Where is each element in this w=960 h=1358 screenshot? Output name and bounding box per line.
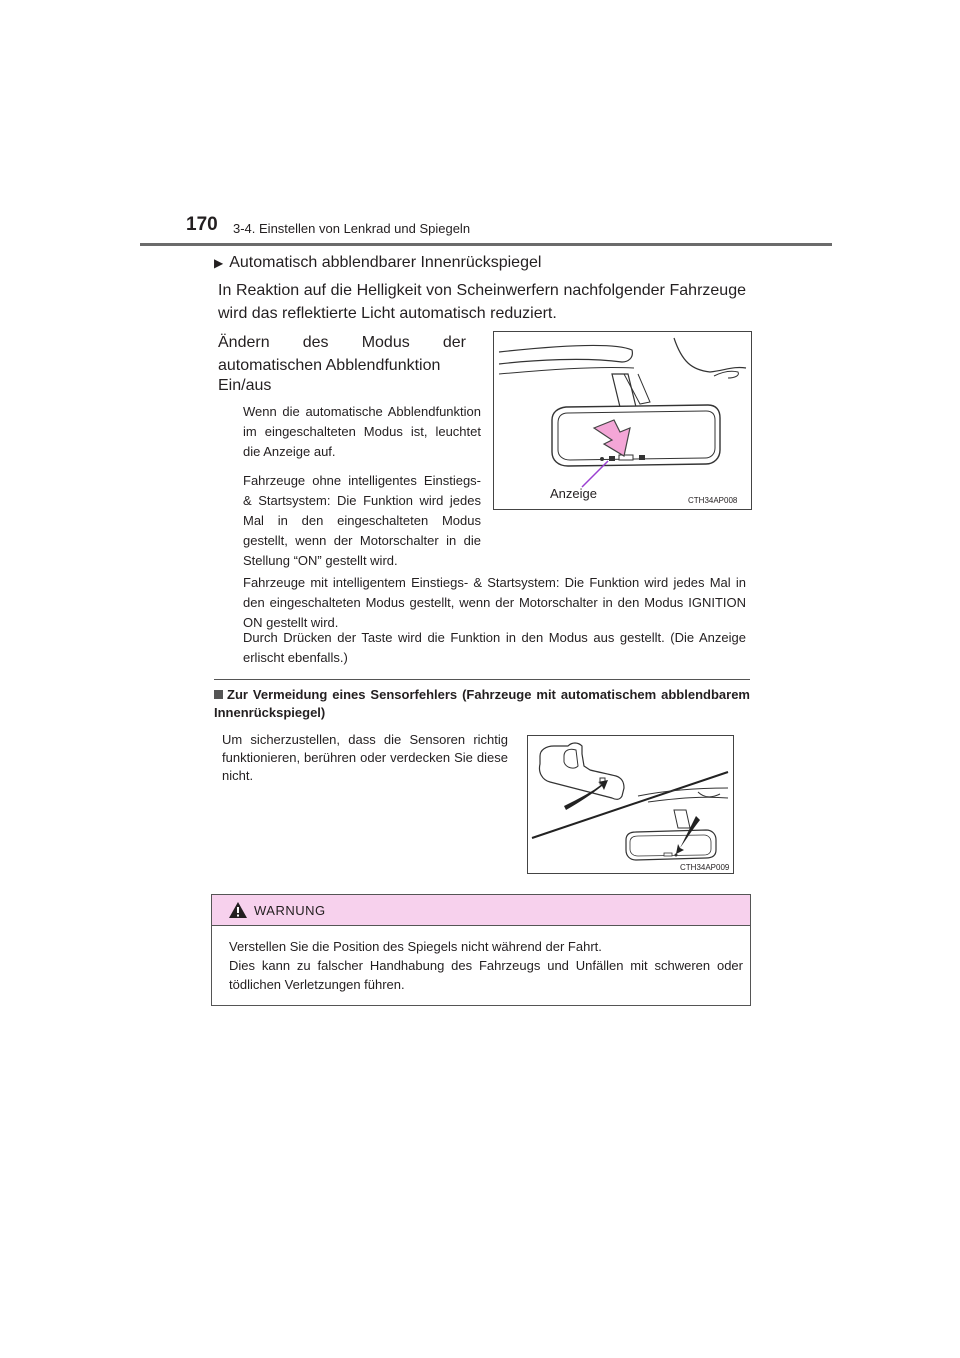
sensor-heading-text: Zur Vermeidung eines Sensorfehlers (Fahrzeuge mit automatischem abblendbarem Innenrückspiegel) <box>214 687 750 720</box>
sensor-heading <box>214 686 750 722</box>
figure-code: CTH34AP008 <box>688 496 738 505</box>
warning-triangle-icon <box>228 901 248 919</box>
figure-mirror-indicator <box>493 331 752 510</box>
paragraph-indicator: Wenn die automatische Abblendfunktion im eingeschalteten Modus ist, leuchtet die Anzeige auf. <box>243 404 481 459</box>
figure-sensor-locations <box>527 735 734 874</box>
warning-body <box>229 937 743 994</box>
indicator-label: Anzeige <box>550 486 597 501</box>
warning-line-1: Verstellen Sie die Position des Spiegels nicht während der Fahrt. <box>229 939 602 954</box>
warning-title: WARNUNG <box>254 903 326 918</box>
subsection-heading <box>214 254 541 272</box>
mode-title: Ändern des Modus der automatischen Abblendfunktion <box>218 334 466 374</box>
header-rule <box>140 243 832 246</box>
paragraph-button: Durch Drücken der Taste wird die Funktion in den Modus aus gestellt. (Die Anzeige erlischt ebenfalls.) <box>243 630 746 665</box>
paragraph-no-smart-key: Fahrzeuge ohne intelligentes Einstiegs- & Startsystem: Die Funktion wird jedes Mal in den eingeschalteten Modus gestellt, wenn der Motorschalter in die Stellung “ON” gestellt wird. <box>243 473 481 568</box>
paragraph-smart-key: Fahrzeuge mit intelligentem Einstiegs- & Startsystem: Die Funktion wird jedes Mal in den eingeschalteten Modus gestellt, wenn der Motorschalter in den Modus IGNITION ON gestellt wird. <box>243 575 746 630</box>
section-title: 3-4. Einstellen von Lenkrad und Spiegeln <box>233 221 471 236</box>
triangle-bullet-icon: ▶ <box>214 256 224 270</box>
mirror-illustration <box>494 332 751 509</box>
page-number: 170 <box>186 214 218 235</box>
square-bullet-icon <box>214 690 223 699</box>
warning-line-2: Dies kann zu falscher Handhabung des Fahrzeugs und Unfällen mit schweren oder tödlichen Verletzungen führen. <box>229 958 743 992</box>
warning-box <box>211 894 751 1006</box>
sensor-paragraph: Um sicherzustellen, dass die Sensoren richtig funktionieren, berühren oder verdecken Sie diese nicht. <box>222 732 508 783</box>
section-divider <box>214 679 750 680</box>
warning-header <box>212 895 750 926</box>
on-off-label: Ein/aus <box>218 377 272 394</box>
heading-text: Automatisch abblendbarer Innenrückspiegel <box>229 254 542 271</box>
sensor-illustration <box>528 736 733 873</box>
figure-code-2: CTH34AP009 <box>680 863 730 872</box>
intro-paragraph: In Reaktion auf die Helligkeit von Scheinwerfern nachfolgender Fahrzeuge wird das reflektierte Licht automatisch reduziert. <box>218 282 746 322</box>
